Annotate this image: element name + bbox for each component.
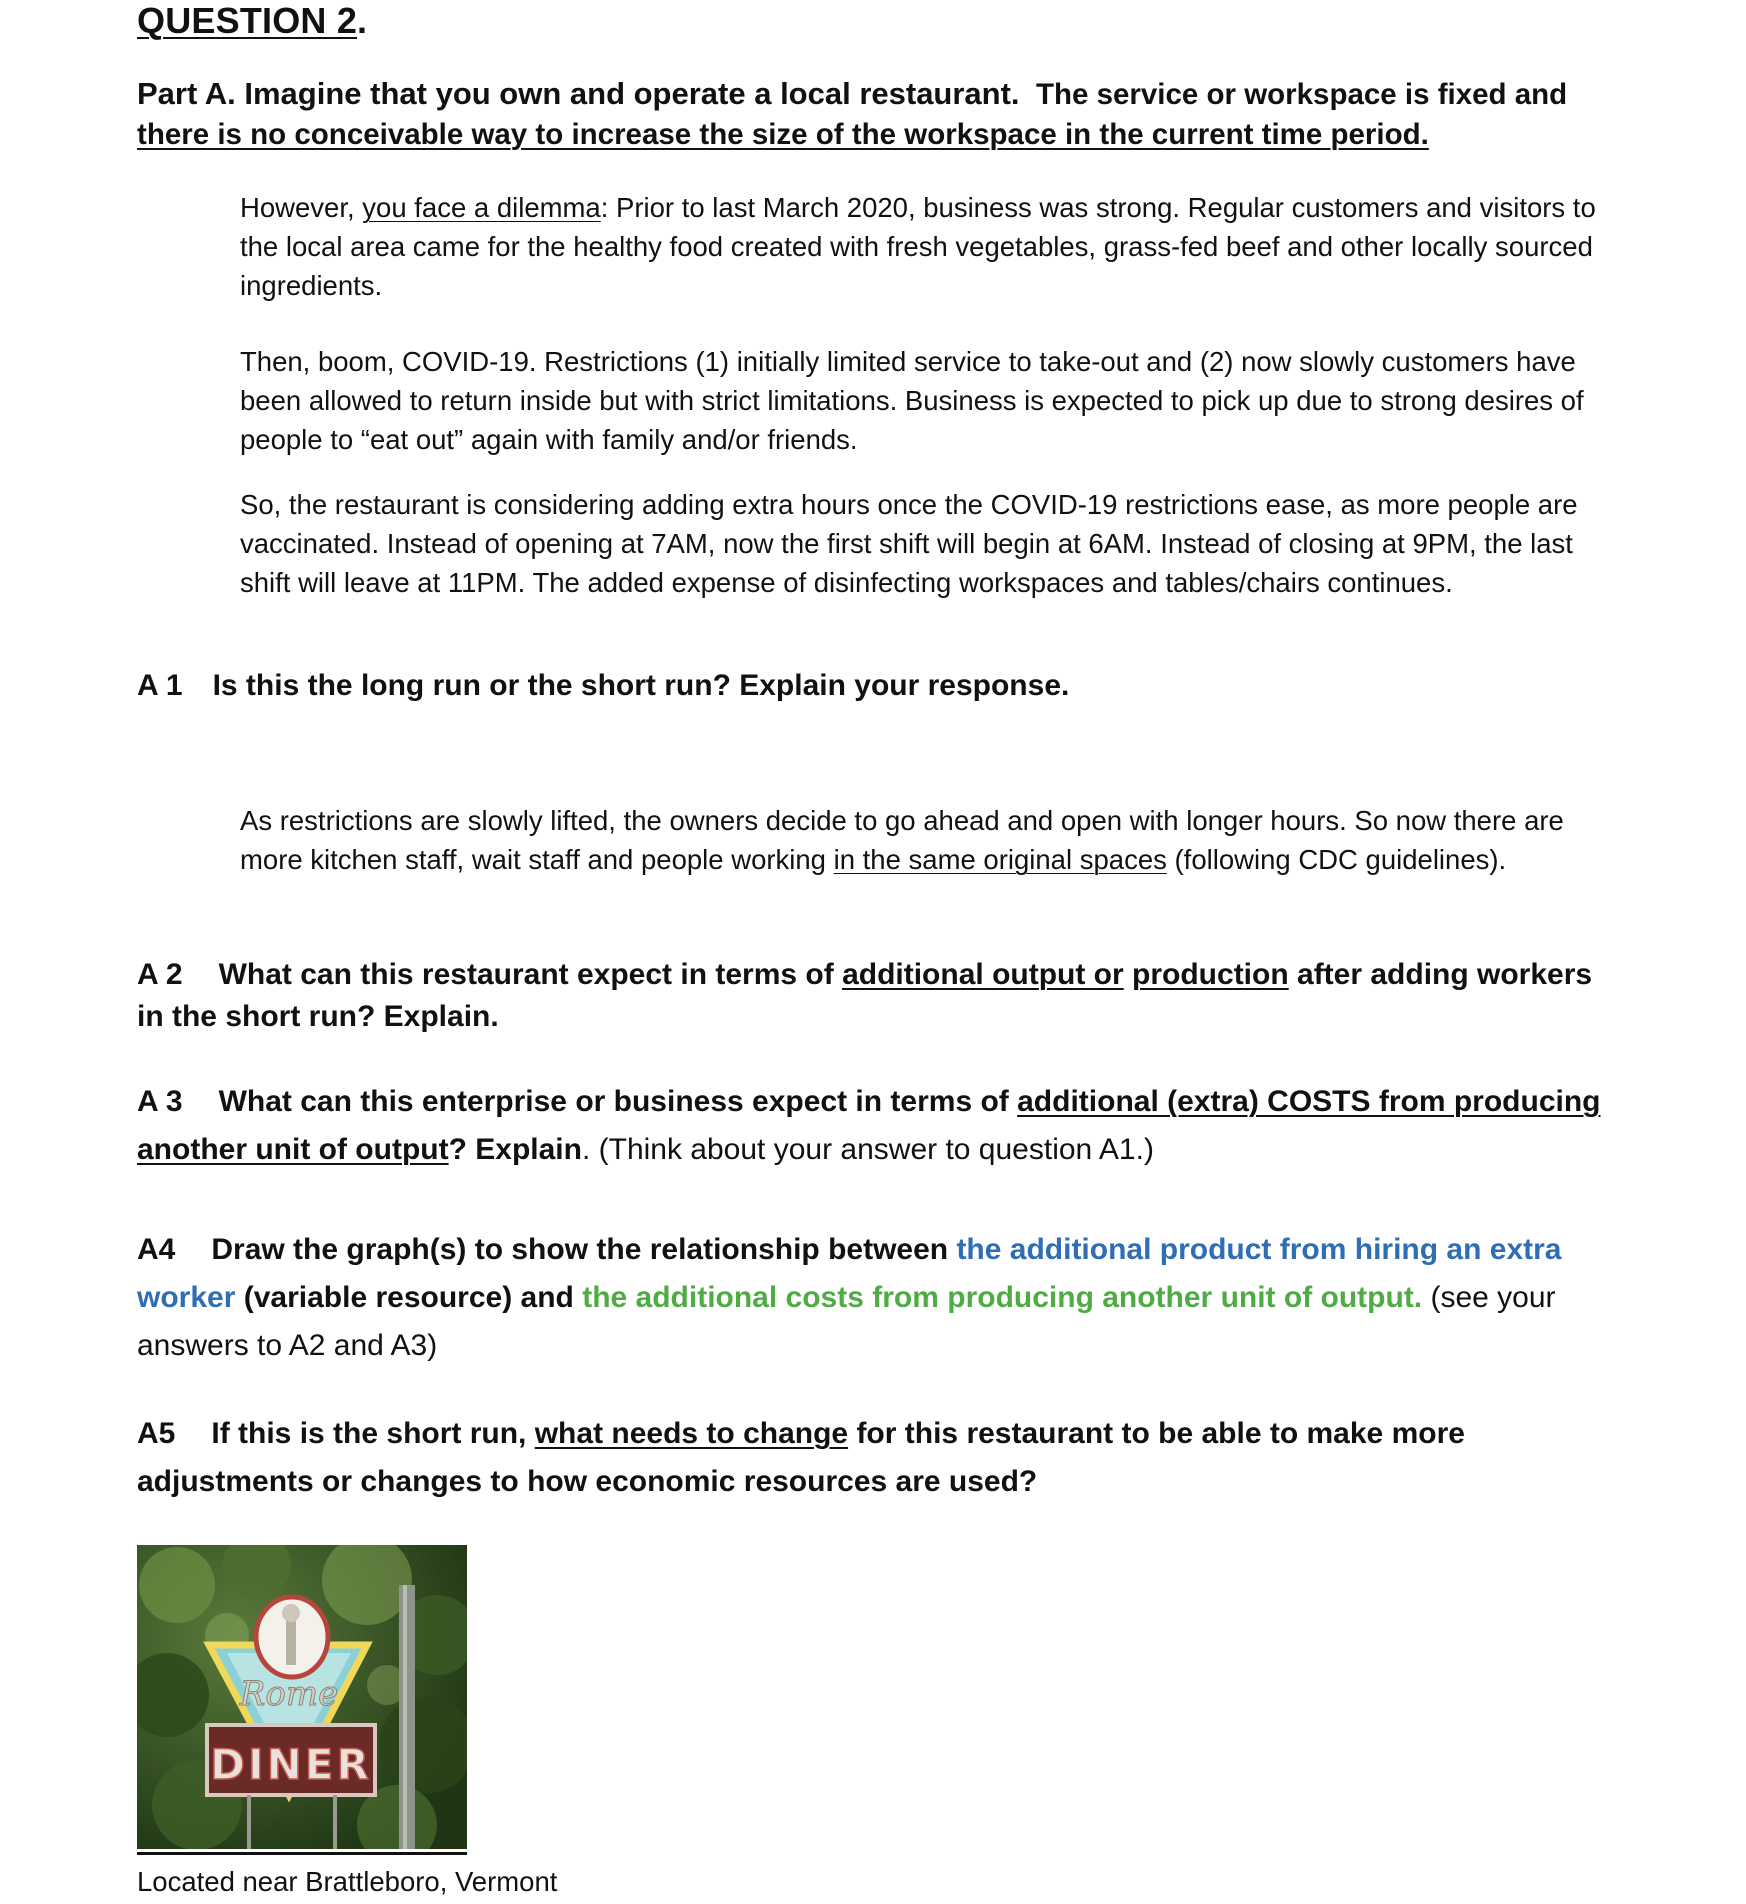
a4-blue-text: the additional product from hiring an extra worker xyxy=(137,1233,1562,1314)
para4-rest: (following CDC guidelines). xyxy=(1166,844,1507,875)
diner-sign-text: DINER xyxy=(210,1740,372,1789)
a3-u1: additional (extra) COSTS from producing another unit of output xyxy=(137,1085,1601,1166)
photo-underline-rule xyxy=(137,1852,467,1855)
question-title xyxy=(137,0,367,42)
question-a4 xyxy=(137,1226,1617,1370)
a4-green-text: the additional costs from producing another unit of output. xyxy=(582,1281,1423,1314)
paragraph-covid: Then, boom, COVID-19. Restrictions (1) initially limited service to take-out and (2) now slowly customers have been allowed to return inside but with strict limitations. Business is expected to pick up due to strong desires of people to “eat out” again with family and/or friends. xyxy=(240,346,1584,455)
paragraph-extra-hours: So, the restaurant is considering adding extra hours once the COVID-19 restrictions ease, as more people are vaccinated. Instead of opening at 7AM, now the first shift will begin at 6AM. Instead of closing at 9PM, the last shift will leave at 11PM. The added expense of disinfecting workspaces and tables/chairs continues. xyxy=(240,489,1578,598)
question-a3 xyxy=(137,1078,1617,1174)
a5-t1: If this is the short run, xyxy=(211,1417,535,1450)
part-a-fixed: The service or workspace is fixed and xyxy=(1035,78,1568,111)
a5-t2: for this restaurant to be able to make more adjustments or changes to how economic resources are used? xyxy=(137,1417,1465,1498)
para1-rest: : Prior to last March 2020, business was strong. Regular customers and visitors to the local area came for the healthy food created with fresh vegetables, grass-fed beef and other locally sourced ingredients. xyxy=(240,192,1596,301)
question-a1 xyxy=(137,665,1617,707)
paragraph-dilemma xyxy=(240,188,1620,305)
a2-label: A 2 xyxy=(137,958,183,991)
para1-underlined: you face a dilemma xyxy=(362,192,601,223)
a2-space xyxy=(1124,958,1132,991)
a2-u2: production xyxy=(1132,958,1289,991)
a4-t1: Draw the graph(s) to show the relationship between xyxy=(211,1233,957,1266)
a2-t2: after adding workers in the short run? Explain. xyxy=(137,958,1593,1033)
a3-t2: ? Explain xyxy=(448,1133,582,1166)
a4-t3: (see your answers to A2 and A3) xyxy=(137,1281,1556,1362)
a4-label: A4 xyxy=(137,1233,176,1266)
paragraph-longer-hours xyxy=(240,801,1620,879)
question-a2 xyxy=(137,954,1617,1038)
a5-label: A5 xyxy=(137,1417,176,1450)
question-title-text: QUESTION 2 xyxy=(137,0,358,41)
diner-sign-photo xyxy=(137,1545,467,1849)
a1-label: A 1 xyxy=(137,669,183,702)
question-a5 xyxy=(137,1410,1617,1506)
a2-t1: What can this restaurant expect in terms of xyxy=(218,958,843,991)
question-title-period: . xyxy=(357,0,368,41)
part-a-lead: Part A. Imagine that you own and operate a local restaurant. xyxy=(137,76,1020,111)
a3-label: A 3 xyxy=(137,1085,183,1118)
a1-text: Is this the long run or the short run? Explain your response. xyxy=(212,669,1070,702)
a2-u1: additional output or xyxy=(842,958,1124,991)
a3-t3: . (Think about your answer to question A1.) xyxy=(581,1133,1154,1166)
a3-t1: What can this enterprise or business expect in terms of xyxy=(218,1085,1018,1118)
part-a-fixed-underlined: there is no conceivable way to increase the size of the workspace in the current time period. xyxy=(137,118,1429,151)
diner-sign-illustration xyxy=(137,1545,467,1849)
a4-t2: (variable resource) and xyxy=(235,1281,583,1314)
para4-start: As restrictions are slowly lifted, the owners decide to go ahead and open with longer hours. So now there are more kitchen staff, wait staff and people working xyxy=(240,805,1564,875)
diner-sign-script: Rome xyxy=(239,1674,339,1714)
para1-start: However, xyxy=(240,192,363,223)
para4-underlined: in the same original spaces xyxy=(833,844,1167,875)
part-a-intro xyxy=(137,74,1637,155)
photo-caption: Located near Brattleboro, Vermont xyxy=(137,1866,558,1897)
a5-u1: what needs to change xyxy=(534,1417,849,1450)
